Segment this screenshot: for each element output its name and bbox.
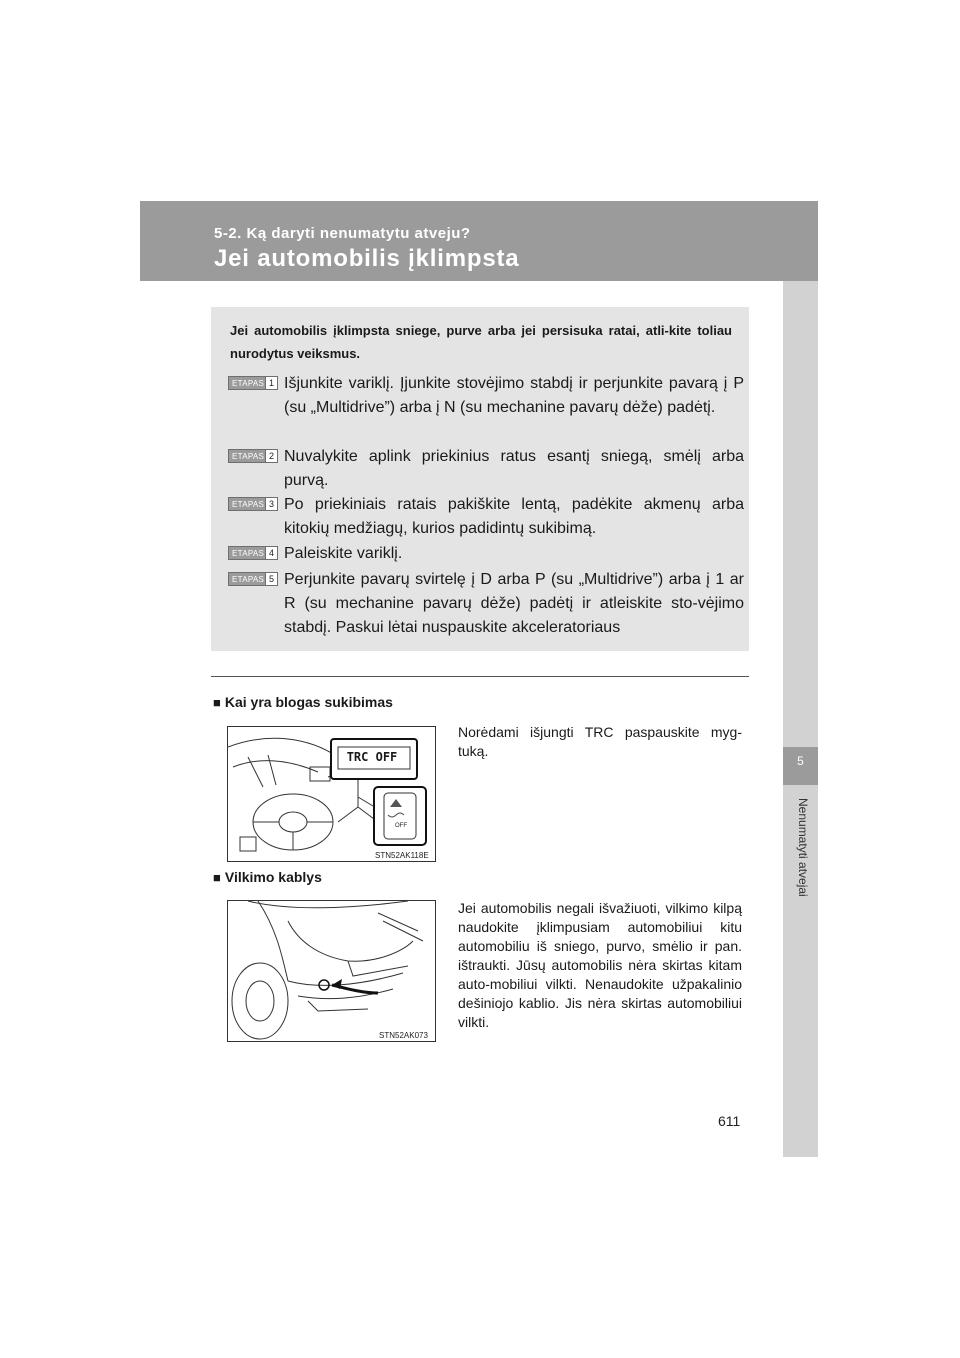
chapter-name: Nenumatyti atvejai — [796, 798, 810, 897]
intro-text: Jei automobilis įklimpsta sniege, purve arba jei persisuka ratai, atli-kite toliau nurodytus veiksmus. — [230, 323, 732, 361]
step-badge: ETAPAS 4 — [228, 546, 278, 560]
page-title: Jei automobilis įklimpsta — [214, 245, 520, 272]
tow-hook-figure — [227, 900, 436, 1042]
intro-box — [211, 307, 749, 651]
section-heading-traction: ■ Kai yra blogas sukibimas — [213, 694, 393, 710]
trc-figure — [227, 726, 436, 862]
figure-code: STN52AK073 — [379, 1031, 428, 1040]
trc-off-display-label: TRC OFF — [346, 750, 398, 764]
step-text: Perjunkite pavarų svirtelę į D arba P (su „Multidrive”) arba į 1 ar R (su mechanine pavarų dėže) padėtį ir atleiskite sto-vėjimo stabdį. Paskui lėtai nuspauskite akceleratoriaus — [284, 571, 744, 636]
traction-description: Norėdami išjungti TRC paspauskite myg-tuką. — [458, 724, 742, 759]
step-badge: ETAPAS 2 — [228, 449, 278, 463]
step-text: Nuvalykite aplink priekinius ratus esantį sniegą, smėlį arba purvą. — [284, 448, 744, 489]
page-header — [140, 201, 818, 281]
step-text: Po priekiniais ratais pakiškite lentą, padėkite akmenų arba kitokių medžiagų, kurios padidintų sukibimą. — [284, 496, 744, 537]
step-text: Paleiskite variklį. — [284, 545, 403, 562]
divider — [211, 676, 749, 677]
dashboard-illustration — [228, 727, 436, 862]
chapter-side-tab[interactable] — [783, 281, 818, 1157]
step-badge: ETAPAS 3 — [228, 497, 278, 511]
figure-code: STN52AK118E — [375, 851, 429, 860]
step-badge: ETAPAS 1 — [228, 376, 278, 390]
page-number: 611 — [718, 1113, 741, 1129]
step-text: Išjunkite variklį. Įjunkite stovėjimo stabdį ir perjunkite pavarą į P (su „Multidrive”) arba į N (su mechanine pavarų dėže) padėtį. — [284, 375, 744, 416]
step-badge: ETAPAS 5 — [228, 572, 278, 586]
towing-description: Jei automobilis negali išvažiuoti, vilkimo kilpą naudokite įklimpusiam automobiliui kitu automobiliu iš sniego, purvo, smėlio ir pan. ištraukti. Jūsų automobilis nėra skirtas kitam auto-mobiliui vilkti. Nenaudokite užpakalinio dešiniojo kablio. Jis nėra skirtas automobiliui vilkti. — [458, 900, 742, 1030]
trc-off-button-label: OFF — [395, 823, 407, 829]
section-heading-towing: ■ Vilkimo kablys — [213, 869, 322, 885]
chapter-number: 5 — [797, 754, 804, 768]
section-label: 5-2. Ką daryti nenumatytu atveju? — [214, 225, 471, 242]
vehicle-rear-illustration — [228, 901, 436, 1042]
